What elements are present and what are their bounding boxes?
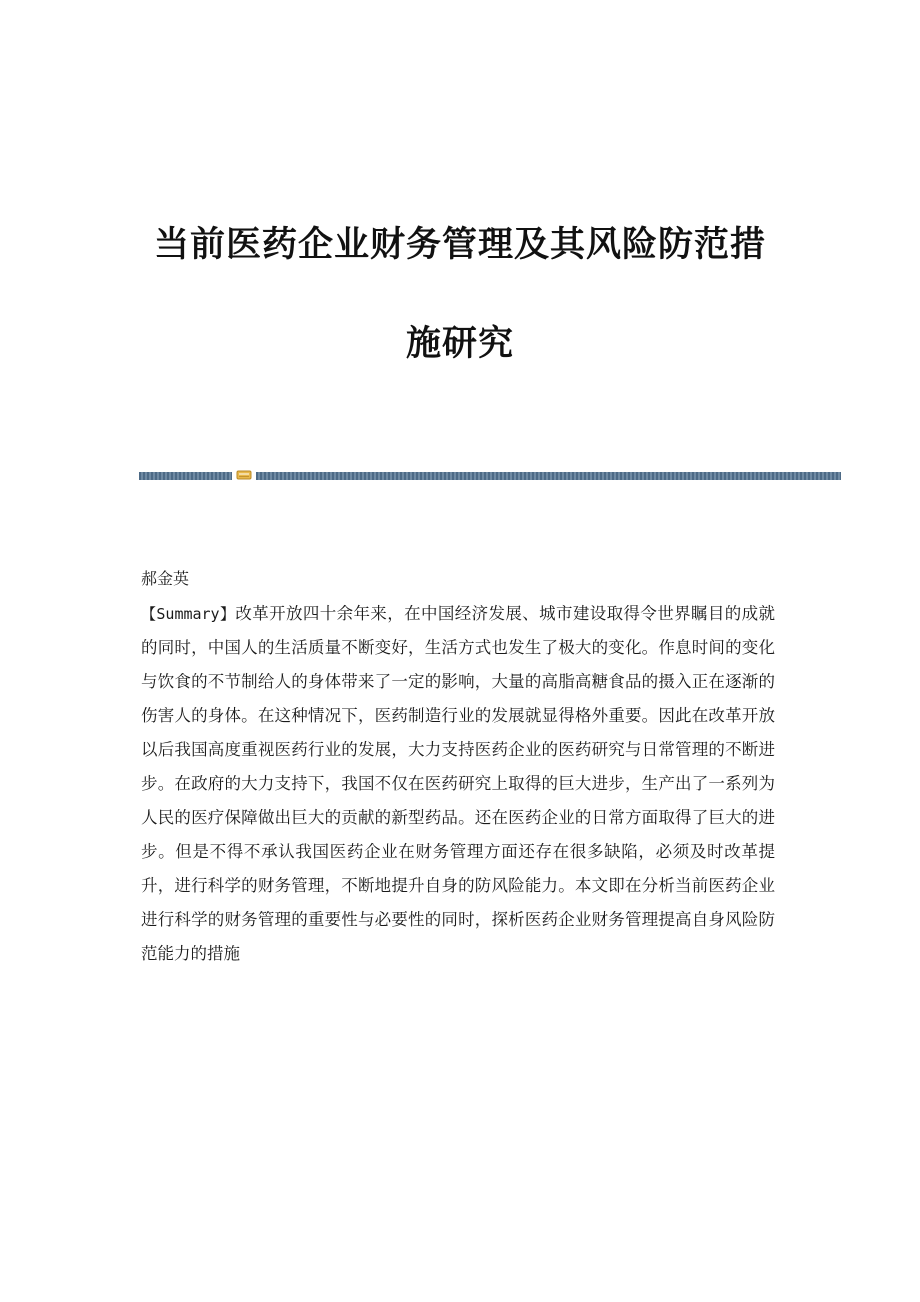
abstract-paragraph <box>141 597 775 971</box>
decorative-divider <box>139 472 841 480</box>
divider-bar-left <box>139 472 232 480</box>
abstract-tag: 【Summary】 <box>141 605 236 623</box>
divider-bar-right <box>256 472 841 480</box>
abstract-text: 改革开放四十余年来，在中国经济发展、城市建设取得令世界瞩目的成就的同时，中国人的生活质量不断变好，生活方式也发生了极大的变化。作息时间的变化与饮食的不节制给人的身体带来了一定的影响，大量的高脂高糖食品的摄入正在逐渐的伤害人的身体。在这种情况下，医药制造行业的发展就显得格外重要。因此在改革开放以后我国高度重视医药行业的发展，大力支持医药企业的医药研究与日常管理的不断进步。在政府的大力支持下，我国不仅在医药研究上取得的巨大进步，生产出了一系列为人民的医疗保障做出巨大的贡献的新型药品。还在医药企业的日常方面取得了巨大的进步。但是不得不承认我国医药企业在财务管理方面还存在很多缺陷，必须及时改革提升，进行科学的财务管理，不断地提升自身的防风险能力。本文即在分析当前医药企业进行科学的财务管理的重要性与必要性的同时，探析医药企业财务管理提高自身风险防范能力的措施 <box>141 604 775 963</box>
ornament-icon <box>236 468 252 482</box>
document-title-line-2: 施研究 <box>405 323 514 364</box>
document-title-line-1: 当前医药企业财务管理及其风险防范措 <box>153 224 766 265</box>
author-name: 郝金英 <box>141 569 190 588</box>
